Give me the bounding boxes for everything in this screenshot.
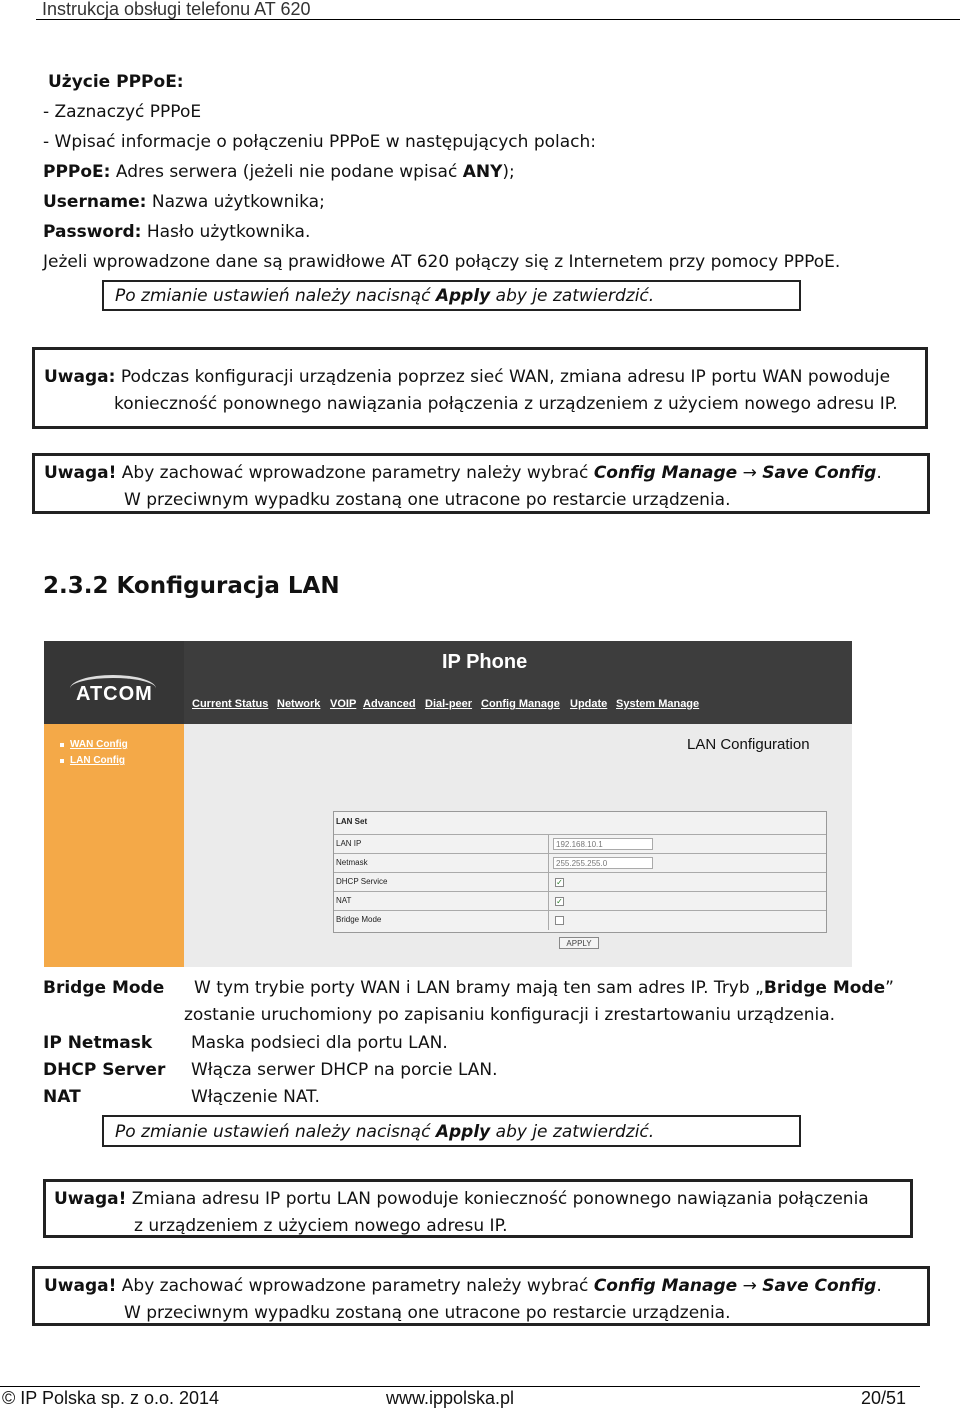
apply-note-part: Po zmianie ustawień należy nacisnąć (115, 286, 436, 306)
config-manage-ref: Config Manage (593, 463, 738, 483)
netmask-input[interactable]: 255.255.255.0 (553, 857, 653, 869)
lan-set-title: LAN Set (336, 817, 368, 826)
header-divider (36, 19, 960, 20)
save-warning-box (32, 453, 930, 514)
warning-label: Uwaga! (44, 463, 117, 483)
def-netmask-label: IP Netmask (43, 1033, 153, 1053)
save-config-ref: Save Config (762, 1276, 877, 1296)
arrow-icon: → (737, 463, 763, 483)
lan-set-table (333, 811, 827, 933)
config-manage-ref: Config Manage (593, 1276, 738, 1296)
document-header-title: Instrukcja obsługi telefonu AT 620 (42, 0, 311, 19)
row-divider (548, 911, 549, 930)
row-divider (548, 854, 549, 873)
lan-config-screenshot (44, 641, 852, 967)
row-divider (548, 892, 549, 911)
row-label: Netmask (336, 858, 368, 867)
row-divider (548, 835, 549, 854)
def-dhcp-text: Włącza serwer DHCP na porcie LAN. (191, 1060, 498, 1080)
nav-system-manage[interactable]: System Manage (616, 698, 700, 710)
def-bridge-line-2: zostanie uruchomiony po zapisaniu konfiguracji i zrestartowaniu urządzenia. (184, 1005, 836, 1025)
save-warning-end: . (876, 1276, 882, 1296)
lan-ip-input[interactable]: 192.168.10.1 (553, 838, 653, 850)
row-label: LAN IP (336, 839, 362, 848)
pppoe-step-2: - Wpisać informacje o połączeniu PPPoE w następujących polach: (43, 132, 597, 152)
atcom-logo: ATCOM (76, 683, 153, 705)
nav-config-manage[interactable]: Config Manage (481, 698, 560, 710)
apply-note-part: aby je zatwierdzić. (490, 286, 655, 306)
nav-dial-peer[interactable]: Dial-peer (425, 698, 473, 710)
nav-current-status[interactable]: Current Status (192, 698, 269, 710)
lan-warning-box (43, 1179, 913, 1238)
dhcp-checkbox[interactable]: ✓ (556, 878, 563, 887)
side-lan-config[interactable]: LAN Config (70, 755, 125, 766)
def-bridge-part: W tym trybie porty WAN i LAN bramy mają ten sam adres IP. Tryb „ (194, 978, 764, 998)
save-warning-line-1 (44, 1275, 882, 1297)
nat-checkbox[interactable]: ✓ (556, 897, 563, 906)
nav-network[interactable]: Network (277, 698, 321, 710)
wan-warning-line-2: konieczność ponownego nawiązania połączenia z urządzeniem z użyciem nowego adresu IP. (114, 394, 898, 414)
wan-warning-box (32, 347, 928, 429)
warning-label: Uwaga: (44, 367, 116, 387)
nav-update[interactable]: Update (570, 698, 608, 710)
row-label: DHCP Service (336, 877, 388, 886)
password-label: Password: (43, 222, 142, 242)
wan-warning-text: Podczas konfiguracji urządzenia poprzez sieć WAN, zmiana adresu IP portu WAN powoduje (115, 367, 891, 387)
def-bridge-text (194, 977, 894, 999)
footer-copyright: © IP Polska sp. z o.o. 2014 (2, 1388, 220, 1408)
apply-button[interactable]: APPLY (559, 937, 599, 949)
save-warning-line-2: W przeciwnym wypadku zostaną one utracone po restarcie urządzenia. (124, 490, 731, 510)
nav-advanced[interactable]: Advanced (363, 698, 416, 710)
save-warning-box (32, 1266, 930, 1326)
username-field-line (43, 191, 325, 213)
bullet-icon (60, 743, 64, 747)
side-wan-config[interactable]: WAN Config (70, 739, 128, 750)
pppoe-heading: Użycie PPPoE: (48, 72, 184, 92)
apply-keyword: Apply (435, 286, 491, 306)
password-desc: Hasło użytkownika. (141, 222, 311, 242)
product-title: IP Phone (442, 651, 528, 673)
save-warning-text: Aby zachować wprowadzone parametry należy wybrać (116, 463, 594, 483)
lan-row-ip (334, 834, 826, 854)
pppoe-result: Jeżeli wprowadzone dane są prawidłowe AT 620 połączy się z Internetem przy pomocy PPPoE. (43, 252, 841, 272)
apply-note-box (102, 280, 801, 311)
warning-label: Uwaga! (54, 1189, 127, 1209)
apply-note-text (115, 285, 654, 307)
lan-row-dhcp (334, 872, 826, 892)
row-label: Bridge Mode (336, 915, 382, 924)
pppoe-field-line (43, 161, 515, 183)
apply-note-part: aby je zatwierdzić. (490, 1122, 655, 1142)
save-warning-end: . (876, 463, 882, 483)
row-divider (548, 873, 549, 892)
save-warning-line-2: W przeciwnym wypadku zostaną one utracone po restarcie urządzenia. (124, 1303, 731, 1323)
password-field-line (43, 221, 310, 243)
def-bridge-bold: Bridge Mode (763, 978, 886, 998)
section-title: 2.3.2 Konfiguracja LAN (43, 573, 340, 599)
username-label: Username: (43, 192, 147, 212)
lan-row-netmask (334, 853, 826, 873)
apply-note-box (102, 1115, 801, 1147)
username-desc: Nazwa użytkownika; (146, 192, 325, 212)
apply-note-part: Po zmianie ustawień należy nacisnąć (115, 1122, 436, 1142)
def-nat-label: NAT (43, 1087, 81, 1107)
def-bridge-label: Bridge Mode (43, 978, 165, 998)
lan-row-nat (334, 891, 826, 911)
footer-divider (0, 1386, 920, 1387)
wan-warning-line-1 (44, 366, 890, 388)
arrow-icon: → (737, 1276, 763, 1296)
lan-config-title: LAN Configuration (687, 736, 810, 753)
def-dhcp-label: DHCP Server (43, 1060, 166, 1080)
def-netmask-text: Maska podsieci dla portu LAN. (191, 1033, 448, 1053)
pppoe-desc: Adres serwera (jeżeli nie podane wpisać (110, 162, 463, 182)
lan-warning-text: Zmiana adresu IP portu LAN powoduje konieczność ponownego nawiązania połączenia (126, 1189, 869, 1209)
lan-warning-line-1 (54, 1188, 869, 1210)
save-warning-line-1 (44, 462, 882, 484)
save-config-ref: Save Config (762, 463, 877, 483)
pppoe-desc-end: ); (502, 162, 515, 182)
pppoe-step-1: - Zaznaczyć PPPoE (43, 102, 202, 122)
row-label: NAT (336, 896, 352, 905)
warning-label: Uwaga! (44, 1276, 117, 1296)
bullet-icon (60, 759, 64, 763)
save-warning-text: Aby zachować wprowadzone parametry należy wybrać (116, 1276, 594, 1296)
pppoe-label: PPPoE: (43, 162, 111, 182)
lan-warning-line-2: z urządzeniem z użyciem nowego adresu IP. (134, 1216, 508, 1236)
footer-website: www.ippolska.pl (386, 1388, 515, 1408)
bridge-mode-checkbox[interactable] (555, 916, 564, 925)
nav-voip[interactable]: VOIP (330, 698, 357, 710)
def-nat-text: Włączenie NAT. (191, 1087, 320, 1107)
pppoe-any: ANY (462, 162, 503, 182)
apply-keyword: Apply (435, 1122, 491, 1142)
apply-note-text (115, 1121, 654, 1143)
def-bridge-part: ” (885, 978, 894, 998)
lan-row-bridge (334, 910, 826, 930)
footer-page-number: 20/51 (861, 1388, 907, 1408)
